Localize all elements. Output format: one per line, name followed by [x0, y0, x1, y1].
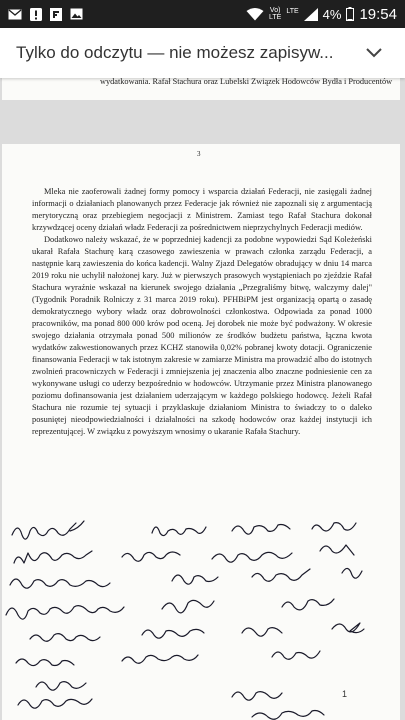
lte-label: LTE [286, 7, 299, 15]
network-top-label: Vo) [269, 7, 281, 14]
paragraph-2: Dodatkowo należy wskazać, że w poprzedniej kadencji za podobne wypowiedzi Sąd Koleżeński ukarał Rafała Stachurę karą czasowego zawieszenia w prawach członka zarządu Federacji, a następnie karą zawieszenia do końca kadencji. Walny Zjazd Delegatów obradujący w dniu 14 marca 2019 roku nie uchylił nałożonej kary. Już w pierwszych prasowych wystąpieniach po zjeździe Rafał Stachura wyraźnie wskazał na kierunek swojego działania „Przegraliśmy bitwę, walczymy dalej" (Tygodnik Poradnik Rolniczy z 31 marca 2019 roku). PFHBiPM jest organizacją opartą o zasadę demokratycznego wybory władz oraz dobrowolności członkostwa. Odpowiada za ponad 1000 pracowników, ma ponad 800 000 krów pod oceną. Jej dorobek nie może być podważony. W okresie swojego działania otrzymała ponad 500 milionów ze środków budżetu państwa, łączna kwota wydatków zakwestionowanych przez KCHZ stanowiła 0,02% pobranej kwoty dotacji. Ograniczenie finansowania Federacji w tak istotnym zakresie w zamiarze Ministra ma prowadzić albo do istotnych zwolnień pracowniczych w Federacji i zmniejszenia jej znaczenia albo znaczne podniesienie cen za wykonywane usługi co uderzy bezpośrednio w hodowców. Utrzymanie przez Ministra planowanego poziomu dofinansowania jest działaniem uderzającym w każdego polskiego hodowcę. Jeżeli Rafał Stachura nie rozumie tej sytuacji i przyklaskuje działaniom Ministra to świadczy to o daleko posuniętej nieodpowiedzialności i działalności na szkodę hodowców oraz każdej instytucji ich reprezentującej. W związku z powyższym wnosimy o ukaranie Rafała Stachury. [32, 235, 372, 436]
signal-icon [304, 8, 318, 21]
document-page-previous [2, 78, 400, 100]
image-icon [70, 8, 83, 20]
page-number: 3 [197, 150, 201, 158]
chevron-down-icon[interactable] [363, 42, 385, 64]
network-bottom-label: LTE [269, 14, 282, 21]
document-body [32, 186, 372, 438]
wifi-icon [246, 8, 264, 21]
read-only-banner [0, 28, 405, 78]
read-only-title: Tylko do odczytu — nie możesz zapisyw... [16, 43, 334, 62]
network-indicator [269, 7, 281, 21]
margin-note: 1 [342, 689, 348, 699]
document-viewer[interactable] [0, 78, 405, 720]
status-bar [0, 0, 405, 28]
handwritten-signatures-drawing [2, 517, 400, 720]
signature-area [2, 517, 400, 720]
document-page [2, 144, 400, 720]
mail-icon [8, 9, 22, 20]
page-top-line: wydatkowania. Rafał Stachura oraz Lubelski Związek Hodowców Bydła i Producentów [100, 78, 393, 86]
flipboard-icon [50, 8, 62, 21]
paragraph-1: Mleka nie zaoferowali żadnej formy pomocy i wsparcia działań Federacji, nie zasięgali żadnej informacji o działaniach planowanych przez Federacje jak również nie zapoznali się z argumentacją merytoryczną oraz przebiegiem negocjacji z Ministrem. Zamiast tego Rafał Stachura dokonał krzywdzącej oceny działań władz Federacji za pośrednictwem nieprzychylnych Federacji mediów. [32, 187, 372, 232]
clock: 19:54 [359, 5, 397, 23]
battery-icon [346, 7, 354, 21]
battery-percent: 4% [322, 6, 342, 22]
alert-icon [30, 8, 42, 21]
